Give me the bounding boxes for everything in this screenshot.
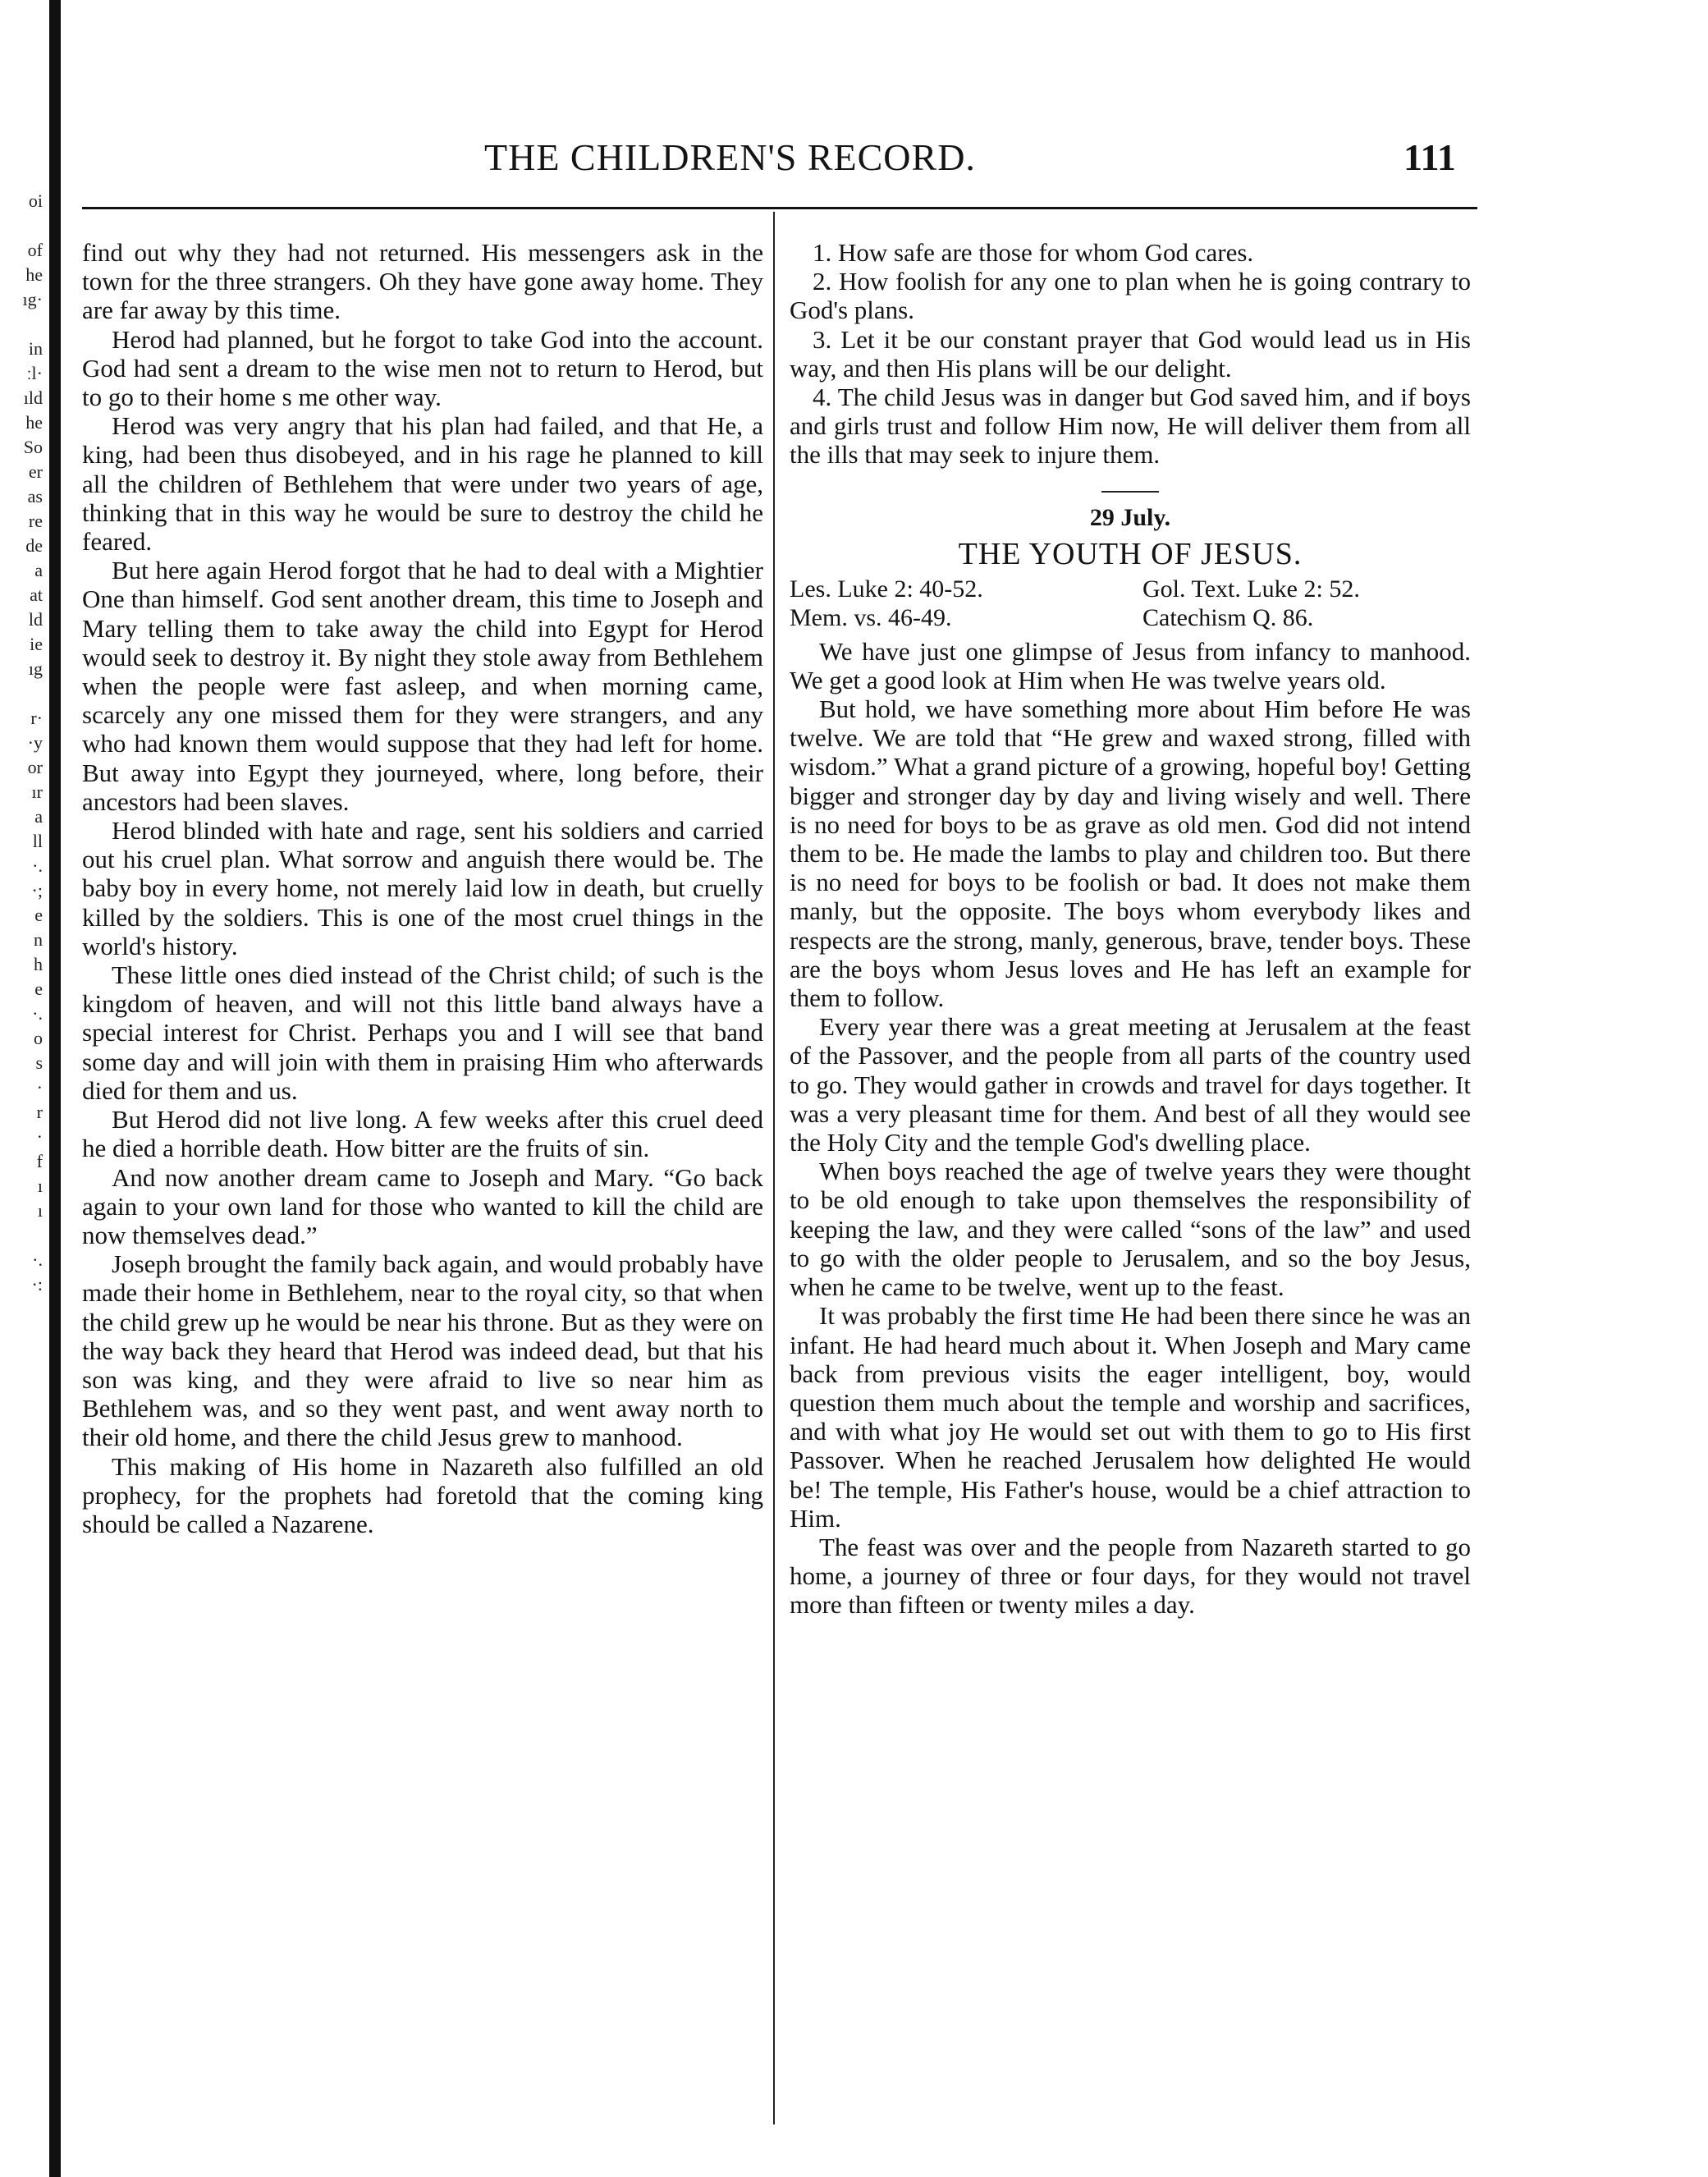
- memory-verses: Mem. vs. 46-49.: [790, 603, 952, 631]
- paragraph: Herod had planned, but he forgot to take God into the account. God had sent a dream to the wise men not to return to Herod, but to go to their home s me other way.: [82, 324, 763, 412]
- gutter-fragment: ·:: [31, 1274, 43, 1295]
- running-header: [82, 135, 1477, 185]
- page-number: 111: [1403, 136, 1456, 178]
- gutter-fragment: ·;: [31, 880, 43, 901]
- lesson-body: [790, 637, 1471, 1620]
- gutter-fragment: [0, 312, 48, 337]
- binding-shadow: [49, 0, 61, 2177]
- gutter-fragment: oi: [28, 190, 43, 211]
- gutter-fragment: [0, 213, 48, 238]
- paragraph: These little ones died instead of the Christ child; of such is the kingdom of heaven, and will not this little band always have a special interest for Christ. Perhaps you and I will see that band some day and will join with them in praising Him who afterwards died for them and us.: [82, 960, 763, 1105]
- paragraph: The feast was over and the people from Nazareth started to go home, a journey of three or four days, for they would not travel more than fifteen or twenty miles a day.: [790, 1532, 1471, 1620]
- paragraph: And now another dream came to Joseph and Mary. “Go back again to your own land for those who wanted to kill the child are now themselves dead.”: [82, 1162, 763, 1249]
- gutter-fragment: de: [25, 535, 43, 556]
- gutter-fragment: ·y: [27, 732, 43, 753]
- gutter-fragment: in: [28, 338, 43, 359]
- paragraph: Herod blinded with hate and rage, sent his soldiers and carried out his cruel plan. What sorrow and anguish there would be. The baby boy in every home, not merely laid low in death, but cruelly killed by the soldiers. This is one of the most cruel things in the world's history.: [82, 816, 763, 960]
- gutter-fragment: as: [27, 486, 43, 506]
- gutter-fragment: ıld: [23, 387, 43, 408]
- lesson-point: 1. How safe are those for whom God cares.: [813, 238, 1254, 267]
- gutter-fragment: ı: [37, 1176, 43, 1196]
- gutter-fragment: of: [27, 240, 43, 260]
- paragraph: But here again Herod forgot that he had to deal with a Mightier One than himself. God sent another dream, this time to Joseph and Mary telling them to take away the child into Egypt for Herod would seek to destroy it. By night they stole away from Bethlehem when the people were fast asleep, and when morning came, scarcely any one missed them for they were strangers, and any who had known them would suppose that they had left for home. But away into Egypt they journeyed, where, long before, their ancestors had been slaves.: [82, 556, 763, 816]
- golden-text: Gol. Text. Luke 2: 52.: [1142, 575, 1360, 603]
- gutter-fragment: h: [34, 954, 43, 974]
- paragraph: When boys reached the age of twelve years they were thought to be old enough to take upon themselves the responsibility of keeping the law, and they were called “sons of the law” and used to go with the older people to Jerusalem, and so the boy Jesus, when he came to be twelve, went up to the feast.: [790, 1157, 1471, 1302]
- lesson-separator: [1101, 491, 1159, 493]
- gutter-fragment: a: [34, 560, 43, 580]
- paragraph: find out why they had not returned. His messengers ask in the town for the three strangers. Oh they have gone away home. They are far away by this time.: [82, 238, 763, 325]
- gutter-fragment: or: [27, 757, 43, 777]
- lesson-reference: Les. Luke 2: 40-52.: [790, 575, 983, 603]
- column-divider: [773, 212, 775, 2124]
- lesson-references-row-1: [790, 575, 1471, 603]
- gutter-fragment: f: [36, 1151, 43, 1171]
- gutter-fragment: he: [25, 412, 43, 433]
- lesson-point: 2. How foolish for any one to plan when he is going contrary to God's plans.: [790, 267, 1471, 325]
- gutter-fragment: ·.: [32, 1249, 43, 1270]
- gutter-fragment: ːl·: [26, 363, 43, 383]
- lesson-title: THE YOUTH OF JESUS.: [958, 536, 1303, 571]
- gutter-fragment: s: [35, 1052, 43, 1073]
- gutter-fragment: ll: [32, 831, 43, 851]
- gutter-fragment: ld: [28, 609, 43, 630]
- gutter-fragment: he: [25, 264, 43, 285]
- gutter-fragment: ie: [30, 634, 43, 654]
- gutter-fragment: r·: [30, 708, 43, 728]
- gutter-fragment: ır: [31, 781, 43, 802]
- paragraph: This making of His home in Nazareth also fulfilled an old prophecy, for the prophets had foretold that the coming king should be called a Nazarene.: [82, 1451, 763, 1538]
- catechism: Catechism Q. 86.: [1142, 603, 1314, 631]
- lesson-points: [790, 238, 1471, 470]
- gutter-fragment: ·: [36, 1077, 43, 1098]
- gutter-fragment: ıg: [28, 658, 43, 679]
- gutter-fragment: ·.: [32, 855, 43, 876]
- gutter-fragment: [0, 1223, 48, 1248]
- gutter-fragment: er: [28, 461, 43, 482]
- gutter-fragment: at: [30, 584, 43, 605]
- gutter-fragment: e: [34, 905, 43, 925]
- lesson-references-row-2: [790, 603, 1471, 632]
- gutter-fragment: So: [23, 437, 43, 457]
- gutter-fragment: o: [34, 1028, 43, 1048]
- gutter-fragment: re: [28, 511, 43, 531]
- left-column: [82, 238, 763, 2143]
- gutter-fragment: [0, 681, 48, 706]
- paragraph: But hold, we have something more about Him before He was twelve. We are told that “He grew and waxed strong, filled with wisdom.” What a grand picture of a growing, hopeful boy! Getting bigger and stronger day by day and living wisely and well. There is no need for boys to be as grave as old men. God did not intend them to be. He made the lambs to play and children too. But there is no need for boys to be foolish or bad. It does not make them manly, but the opposite. The boys whom everybody likes and respects are the strong, manly, generous, brave, tender boys. These are the boys whom Jesus loves and He has left an example for them to follow.: [790, 694, 1471, 1013]
- gutter-fragment: ·.: [32, 1003, 43, 1024]
- paragraph: But Herod did not live long. A few weeks after this cruel deed he died a horrible death. How bitter are the fruits of sin.: [82, 1105, 763, 1163]
- paragraph: Herod was very angry that his plan had failed, and that He, a king, had been thus disobeyed, and in his rage he planned to kill all the children of Bethlehem that were under two years of age, thinking that in this way he would be sure to destroy the child he feared.: [82, 411, 763, 557]
- paragraph: We have just one glimpse of Jesus from infancy to manhood. We get a good look at Him when He was twelve years old.: [790, 636, 1471, 694]
- lesson-point: 4. The child Jesus was in danger but God saved him, and if boys and girls trust and follow Him now, He will deliver them from all the ills that may seek to injure them.: [790, 383, 1471, 470]
- right-column: [790, 238, 1471, 2143]
- adjacent-page-fragments: [0, 189, 48, 1297]
- paragraph: It was probably the first time He had been there since he was an infant. He had heard much about it. When Joseph and Mary came back from previous visits the eager intelligent, boy, would question them much about the temple and worship and sacrifices, and with what joy He would set out with them to go to His first Passover. When he reached Jerusalem how delighted He would be! The temple, His Father's house, would be a chief attraction to Him.: [790, 1301, 1471, 1533]
- lesson-point: 3. Let it be our constant prayer that God would lead us in His way, and then His plans will be our delight.: [790, 324, 1471, 383]
- paragraph: Joseph brought the family back again, and would probably have made their home in Bethlehem, near to the royal city, so that when the child grew up he would be near his throne. But as they were on the way back they heard that Herod was indeed dead, but that his son was king, and they were afraid to live so near him as Bethlehem was, and so they went past, and went away north to their old home, and there the child Jesus grew to manhood.: [82, 1249, 763, 1452]
- gutter-fragment: r: [36, 1102, 43, 1122]
- gutter-fragment: e: [34, 979, 43, 999]
- gutter-fragment: a: [34, 806, 43, 827]
- paragraph: Every year there was a great meeting at Jerusalem at the feast of the Passover, and the people from all parts of the country used to go. They would gather in crowds and travel for days together. It was a very pleasant time for them. And best of all they would see the Holy City and the temple God's dwelling place.: [790, 1012, 1471, 1157]
- gutter-fragment: n: [34, 929, 43, 950]
- gutter-fragment: ·: [36, 1126, 43, 1147]
- publication-title: THE CHILDREN'S RECORD.: [484, 136, 976, 178]
- lesson-date: 29 July.: [1089, 503, 1171, 531]
- header-rule: [82, 207, 1477, 209]
- gutter-fragment: ıg·: [22, 289, 43, 309]
- gutter-fragment: ı: [37, 1200, 43, 1221]
